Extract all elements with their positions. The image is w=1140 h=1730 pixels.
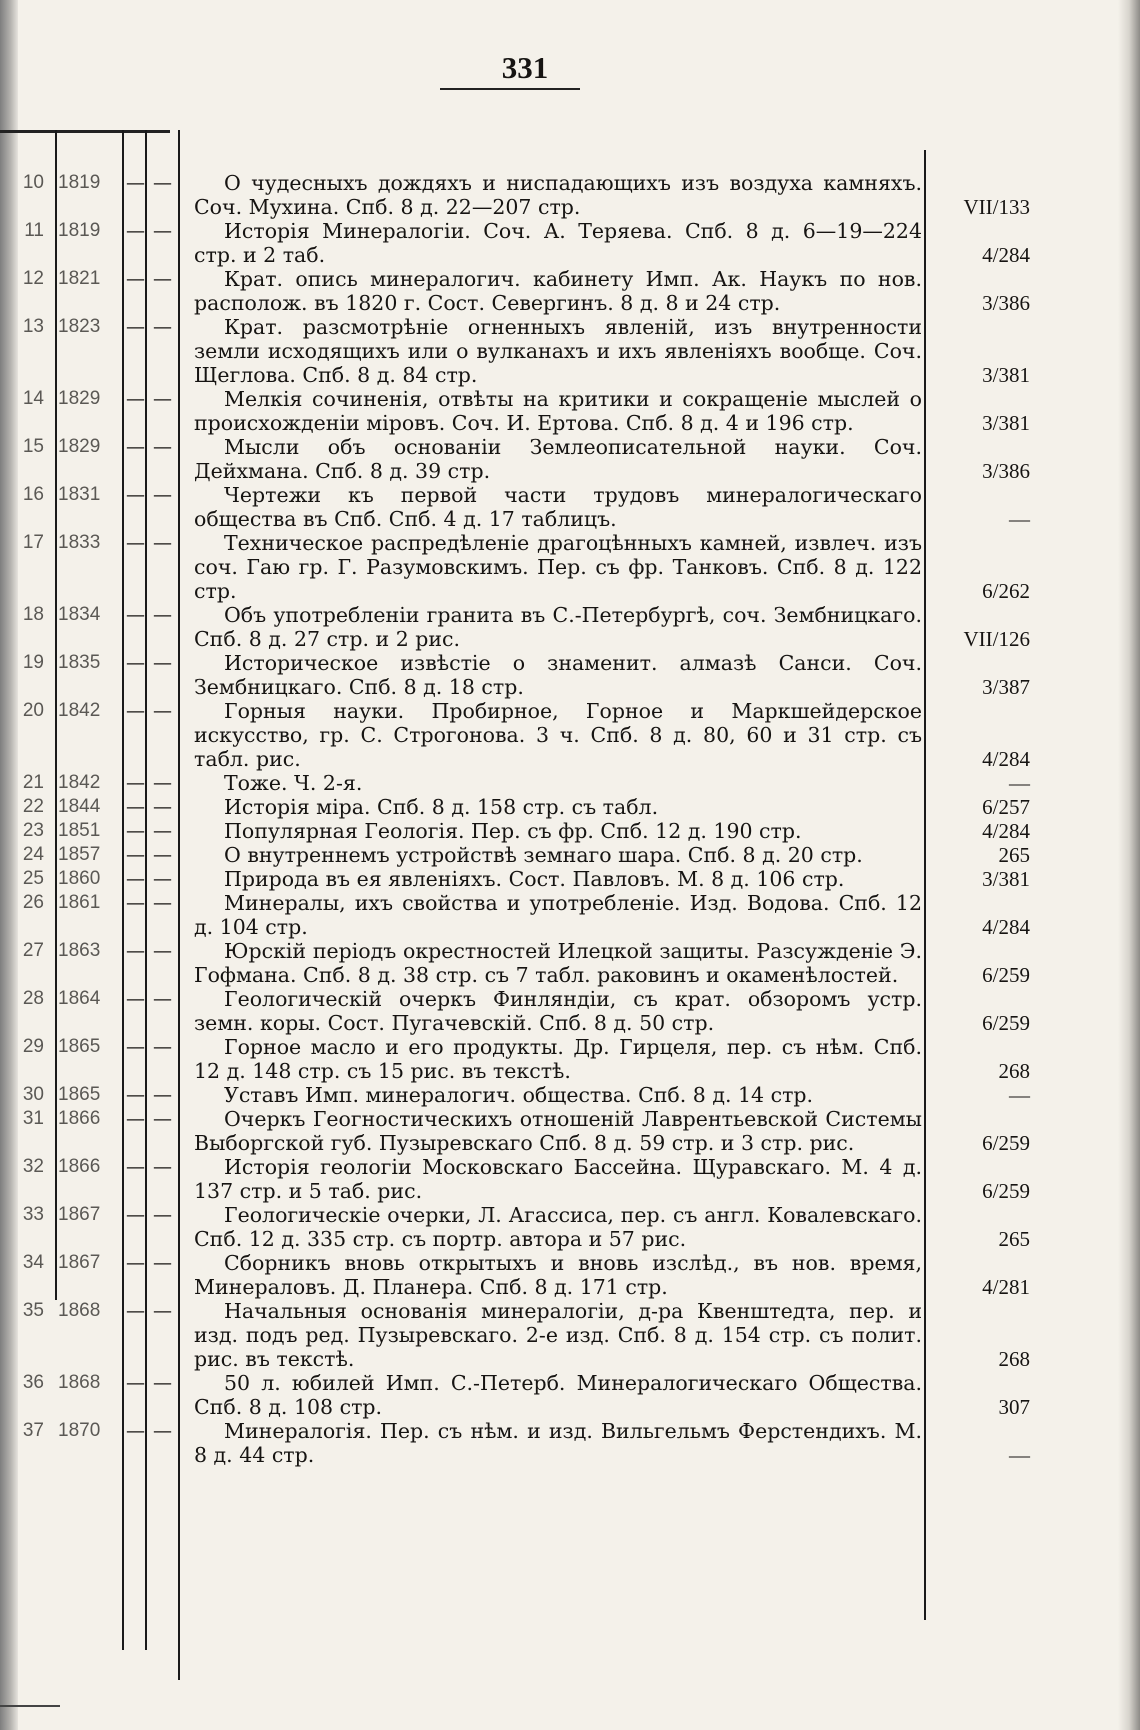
entry-title: Историческое извѣстіе о знаменит. алмазѣ Санси. Соч. Зембницкаго. Спб. 8 д. 18 стр. — [194, 651, 922, 699]
entry-year: 1868 — [58, 1372, 101, 1393]
entry-dash-2: — — [153, 268, 172, 290]
entry-reference: 4/281 — [982, 1275, 1030, 1299]
entry-dash-1: — — [126, 1300, 145, 1322]
entry-reference: 4/284 — [982, 243, 1030, 267]
entry-year: 1821 — [58, 268, 101, 289]
entry-year: 1860 — [58, 868, 101, 889]
entry-dash-1: — — [126, 652, 145, 674]
entry-reference: — — [1009, 507, 1030, 531]
catalog-entry — [0, 891, 1140, 939]
entry-reference: 3/387 — [982, 675, 1030, 699]
entry-dash-1: — — [126, 1420, 145, 1442]
page-number-rule — [440, 88, 580, 90]
entry-dash-1: — — [126, 220, 145, 242]
entry-year: 1865 — [58, 1036, 101, 1057]
entry-title: Исторія геологіи Московскаго Бассейна. Щуравскаго. М. 4 д. 137 стр. и 5 таб. рис. — [194, 1155, 922, 1203]
entry-number: 18 — [22, 604, 44, 625]
entry-dash-2: — — [153, 772, 172, 794]
entry-dash-2: — — [153, 892, 172, 914]
entry-title: Мысли объ основаніи Землеописательной науки. Соч. Дейхмана. Спб. 8 д. 39 стр. — [194, 435, 922, 483]
entry-reference: VII/126 — [963, 627, 1030, 651]
entry-dash-1: — — [126, 796, 145, 818]
entry-number: 28 — [22, 988, 44, 1009]
entry-dash-2: — — [153, 1108, 172, 1130]
catalog-entry — [0, 1155, 1140, 1203]
entry-dash-2: — — [153, 844, 172, 866]
entry-dash-2: — — [153, 988, 172, 1010]
entry-title: Техническое распредѣленіе драгоцѣнныхъ камней, извлеч. изъ соч. Гаю гр. Г. Разумовскимъ. Пер. съ фр. Танковъ. Спб. 8 д. 122 стр. — [194, 531, 922, 603]
entry-reference: 3/381 — [982, 411, 1030, 435]
entry-number: 20 — [22, 700, 44, 721]
entry-dash-1: — — [126, 1252, 145, 1274]
entry-year: 1835 — [58, 652, 101, 673]
entry-dash-2: — — [153, 1252, 172, 1274]
entry-dash-1: — — [126, 1156, 145, 1178]
entry-title: Популярная Геологія. Пер. съ фр. Спб. 12 д. 190 стр. — [224, 819, 802, 843]
catalog-entry — [0, 1107, 1140, 1155]
entry-dash-2: — — [153, 316, 172, 338]
entry-number: 23 — [22, 820, 44, 841]
entry-reference: 6/259 — [982, 1179, 1030, 1203]
entry-title: Уставъ Имп. минералогич. общества. Спб. 8 д. 14 стр. — [224, 1083, 814, 1107]
entry-year: 1865 — [58, 1084, 101, 1105]
entry-number: 37 — [22, 1420, 44, 1441]
entry-dash-1: — — [126, 604, 145, 626]
catalog-entry — [0, 531, 1140, 603]
entry-reference: 3/381 — [982, 363, 1030, 387]
entry-dash-2: — — [153, 652, 172, 674]
entry-dash-1: — — [126, 388, 145, 410]
entry-title: О чудесныхъ дождяхъ и ниспадающихъ изъ воздуха камняхъ. Соч. Мухина. Спб. 8 д. 22—207 стр. — [194, 171, 922, 219]
entry-reference: — — [1009, 1443, 1030, 1467]
entry-reference: 6/259 — [982, 1011, 1030, 1035]
entry-year: 1866 — [58, 1156, 101, 1177]
catalog-entry — [0, 171, 1140, 219]
entry-dash-2: — — [153, 388, 172, 410]
entry-title: Исторія Минералогіи. Соч. А. Теряева. Спб. 8 д. 6—19—224 стр. и 2 таб. — [194, 219, 922, 267]
entry-number: 22 — [22, 796, 44, 817]
catalog-entry — [0, 1035, 1140, 1083]
entry-year: 1834 — [58, 604, 101, 625]
entry-year: 1867 — [58, 1204, 101, 1225]
entry-year: 1870 — [58, 1420, 101, 1441]
catalog-entry — [0, 699, 1140, 771]
entry-number: 15 — [22, 436, 44, 457]
entry-number: 31 — [22, 1108, 44, 1129]
entry-number: 30 — [22, 1084, 44, 1105]
entry-dash-1: — — [126, 1036, 145, 1058]
entry-dash-2: — — [153, 1420, 172, 1442]
entry-title: Природа въ ея явленіяхъ. Сост. Павловъ. М. 8 д. 106 стр. — [224, 867, 845, 891]
entry-dash-1: — — [126, 772, 145, 794]
entry-dash-1: — — [126, 172, 145, 194]
entry-year: 1842 — [58, 772, 101, 793]
entry-dash-1: — — [126, 700, 145, 722]
catalog-entry — [0, 1203, 1140, 1251]
entry-dash-2: — — [153, 1156, 172, 1178]
entry-reference: 4/284 — [982, 819, 1030, 843]
catalog-entry — [0, 1251, 1140, 1299]
entry-reference: 4/284 — [982, 747, 1030, 771]
entry-dash-1: — — [126, 268, 145, 290]
entry-number: 27 — [22, 940, 44, 961]
entry-year: 1857 — [58, 844, 101, 865]
catalog-entry — [0, 1083, 1140, 1107]
entry-dash-1: — — [126, 316, 145, 338]
entry-dash-2: — — [153, 1300, 172, 1322]
entry-dash-2: — — [153, 700, 172, 722]
entry-title: Сборникъ вновь открытыхъ и вновь изслѣд., въ нов. время, Минераловъ. Д. Планера. Спб. 8 д. 171 стр. — [194, 1251, 922, 1299]
entry-reference: VII/133 — [963, 195, 1030, 219]
entry-number: 11 — [24, 220, 44, 241]
entry-title: О внутреннемъ устройствѣ земнаго шара. Спб. 8 д. 20 стр. — [224, 843, 863, 867]
entry-title: Геологическіе очерки, Л. Агассиса, пер. съ англ. Ковалевскаго. Спб. 12 д. 335 стр. съ портр. автора и 57 рис. — [194, 1203, 922, 1251]
entry-dash-1: — — [126, 820, 145, 842]
entry-year: 1861 — [58, 892, 101, 913]
entry-title: Очеркъ Геогностическихъ отношеній Лаврентьевской Системы Выборгской губ. Пузыревскаго Спб. 8 д. 59 стр. и 3 стр. рис. — [194, 1107, 922, 1155]
entry-dash-2: — — [153, 172, 172, 194]
entry-year: 1864 — [58, 988, 101, 1009]
catalog-entry — [0, 939, 1140, 987]
catalog-entry — [0, 603, 1140, 651]
entry-dash-2: — — [153, 1204, 172, 1226]
entry-dash-2: — — [153, 1084, 172, 1106]
entry-reference: — — [1009, 1083, 1030, 1107]
catalog-entry — [0, 819, 1140, 843]
entry-number: 24 — [22, 844, 44, 865]
entry-year: 1863 — [58, 940, 101, 961]
entry-dash-1: — — [126, 1084, 145, 1106]
entry-year: 1823 — [58, 316, 101, 337]
entry-dash-1: — — [126, 940, 145, 962]
entry-number: 12 — [22, 268, 44, 289]
entry-number: 35 — [22, 1300, 44, 1321]
entry-dash-1: — — [126, 988, 145, 1010]
entry-dash-1: — — [126, 436, 145, 458]
catalog-entry — [0, 387, 1140, 435]
entry-title: Чертежи къ первой части трудовъ минералогическаго общества въ Спб. Спб. 4 д. 17 таблицъ. — [194, 483, 922, 531]
entry-title: Юрскій періодъ окрестностей Илецкой защиты. Разсужденіе Э. Гофмана. Спб. 8 д. 38 стр. съ 7 табл. раковинъ и окаменѣлостей. — [194, 939, 922, 987]
entry-year: 1819 — [58, 220, 101, 241]
entry-dash-2: — — [153, 484, 172, 506]
entry-year: 1868 — [58, 1300, 101, 1321]
entry-dash-2: — — [153, 532, 172, 554]
entry-dash-2: — — [153, 1372, 172, 1394]
entry-title: 50 л. юбилей Имп. С.-Петерб. Минералогическаго Общества. Спб. 8 д. 108 стр. — [194, 1371, 922, 1419]
catalog-entry — [0, 987, 1140, 1035]
catalog-entry — [0, 651, 1140, 699]
entry-title: Исторія міра. Спб. 8 д. 158 стр. съ табл. — [224, 795, 659, 819]
entry-dash-2: — — [153, 220, 172, 242]
entry-number: 21 — [22, 772, 44, 793]
entry-reference: — — [1009, 771, 1030, 795]
catalog-entry — [0, 867, 1140, 891]
catalog-entry — [0, 435, 1140, 483]
catalog-entry — [0, 843, 1140, 867]
entry-number: 34 — [22, 1252, 44, 1273]
entry-reference: 4/284 — [982, 915, 1030, 939]
entry-title: Минералогія. Пер. съ нѣм. и изд. Вильгельмъ Ферстендихъ. М. 8 д. 44 стр. — [194, 1419, 922, 1467]
entry-dash-2: — — [153, 868, 172, 890]
catalog-entry — [0, 1299, 1140, 1371]
entry-year: 1819 — [58, 172, 101, 193]
entry-dash-2: — — [153, 796, 172, 818]
entry-title: Горное масло и его продукты. Др. Гирцеля, пер. съ нѣм. Спб. 12 д. 148 стр. съ 15 рис. въ текстѣ. — [194, 1035, 922, 1083]
entry-reference: 268 — [998, 1347, 1030, 1371]
entry-dash-2: — — [153, 604, 172, 626]
entry-title: Геологическій очеркъ Финляндіи, съ крат. обзоромъ устр. земн. коры. Сост. Пугачевскій. Спб. 8 д. 50 стр. — [194, 987, 922, 1035]
page-number: 331 — [501, 50, 549, 85]
entry-title: Объ употребленіи гранита въ С.-Петербургѣ, соч. Зембницкаго. Спб. 8 д. 27 стр. и 2 рис. — [194, 603, 922, 651]
entry-year: 1851 — [58, 820, 101, 841]
entry-dash-1: — — [126, 892, 145, 914]
catalog-entry — [0, 771, 1140, 795]
entry-number: 13 — [22, 316, 44, 337]
entry-number: 16 — [22, 484, 44, 505]
entry-year: 1866 — [58, 1108, 101, 1129]
entry-year: 1829 — [58, 388, 101, 409]
catalog-entry — [0, 1419, 1140, 1467]
entry-dash-2: — — [153, 940, 172, 962]
entry-title: Крат. опись минералогич. кабинету Имп. Ак. Наукъ по нов. располож. въ 1820 г. Сост. Севергинъ. 8 д. 8 и 24 стр. — [194, 267, 922, 315]
catalog-entry — [0, 219, 1140, 267]
entry-reference: 6/257 — [982, 795, 1030, 819]
entry-reference: 307 — [998, 1395, 1030, 1419]
entry-reference: 3/381 — [982, 867, 1030, 891]
entry-number: 29 — [22, 1036, 44, 1057]
entry-dash-1: — — [126, 532, 145, 554]
entry-dash-1: — — [126, 868, 145, 890]
catalog-entry — [0, 483, 1140, 531]
entry-dash-1: — — [126, 484, 145, 506]
entry-dash-2: — — [153, 1036, 172, 1058]
entry-reference: 3/386 — [982, 459, 1030, 483]
entry-dash-1: — — [126, 844, 145, 866]
entry-dash-1: — — [126, 1372, 145, 1394]
entry-number: 10 — [22, 172, 44, 193]
page-bottom-rule — [0, 1705, 60, 1707]
entry-title: Тоже. Ч. 2-я. — [224, 771, 363, 795]
entry-number: 33 — [22, 1204, 44, 1225]
entry-year: 1844 — [58, 796, 101, 817]
entry-reference: 6/262 — [982, 579, 1030, 603]
entry-reference: 265 — [998, 1227, 1030, 1251]
entry-year: 1831 — [58, 484, 101, 505]
entry-reference: 265 — [998, 843, 1030, 867]
entry-year: 1829 — [58, 436, 101, 457]
entry-title: Начальныя основанія минералогіи, д-ра Квенштедта, пер. и изд. подъ ред. Пузыревскаго. 2-е изд. Спб. 8 д. 154 стр. съ полит. рис. въ текстѣ. — [194, 1299, 922, 1371]
entry-dash-1: — — [126, 1108, 145, 1130]
catalog-entry — [0, 795, 1140, 819]
entry-title: Минералы, ихъ свойства и употребленіе. Изд. Водова. Спб. 12 д. 104 стр. — [194, 891, 922, 939]
catalog-entry — [0, 1371, 1140, 1419]
entry-number: 25 — [22, 868, 44, 889]
entry-year: 1842 — [58, 700, 101, 721]
entry-dash-2: — — [153, 436, 172, 458]
entry-number: 26 — [22, 892, 44, 913]
entry-year: 1833 — [58, 532, 101, 553]
entry-title: Крат. разсмотрѣніе огненныхъ явленій, изъ внутренности земли исходящихъ или о вулканахъ и ихъ явленіяхъ вообще. Соч. Щеглова. Спб. 8 д. 84 стр. — [194, 315, 922, 387]
entry-dash-2: — — [153, 820, 172, 842]
entry-reference: 6/259 — [982, 963, 1030, 987]
entry-number: 36 — [22, 1372, 44, 1393]
catalog-entry — [0, 315, 1140, 387]
entry-number: 14 — [22, 388, 44, 409]
entry-title: Горныя науки. Пробирное, Горное и Маркшейдерское искусство, гр. С. Строгонова. 3 ч. Спб. 8 д. 80, 60 и 31 стр. съ табл. рис. — [194, 699, 922, 771]
catalog-entry — [0, 267, 1140, 315]
entry-dash-1: — — [126, 1204, 145, 1226]
entry-year: 1867 — [58, 1252, 101, 1273]
entry-number: 32 — [22, 1156, 44, 1177]
catalog-table — [0, 171, 1140, 1467]
entry-number: 19 — [22, 652, 44, 673]
entry-reference: 6/259 — [982, 1131, 1030, 1155]
entry-number: 17 — [22, 532, 44, 553]
entry-title: Мелкія сочиненія, отвѣты на критики и сокращеніе мыслей о происхожденіи міровъ. Соч. И. Ертова. Спб. 8 д. 4 и 196 стр. — [194, 387, 922, 435]
entry-reference: 3/386 — [982, 291, 1030, 315]
entry-reference: 268 — [998, 1059, 1030, 1083]
